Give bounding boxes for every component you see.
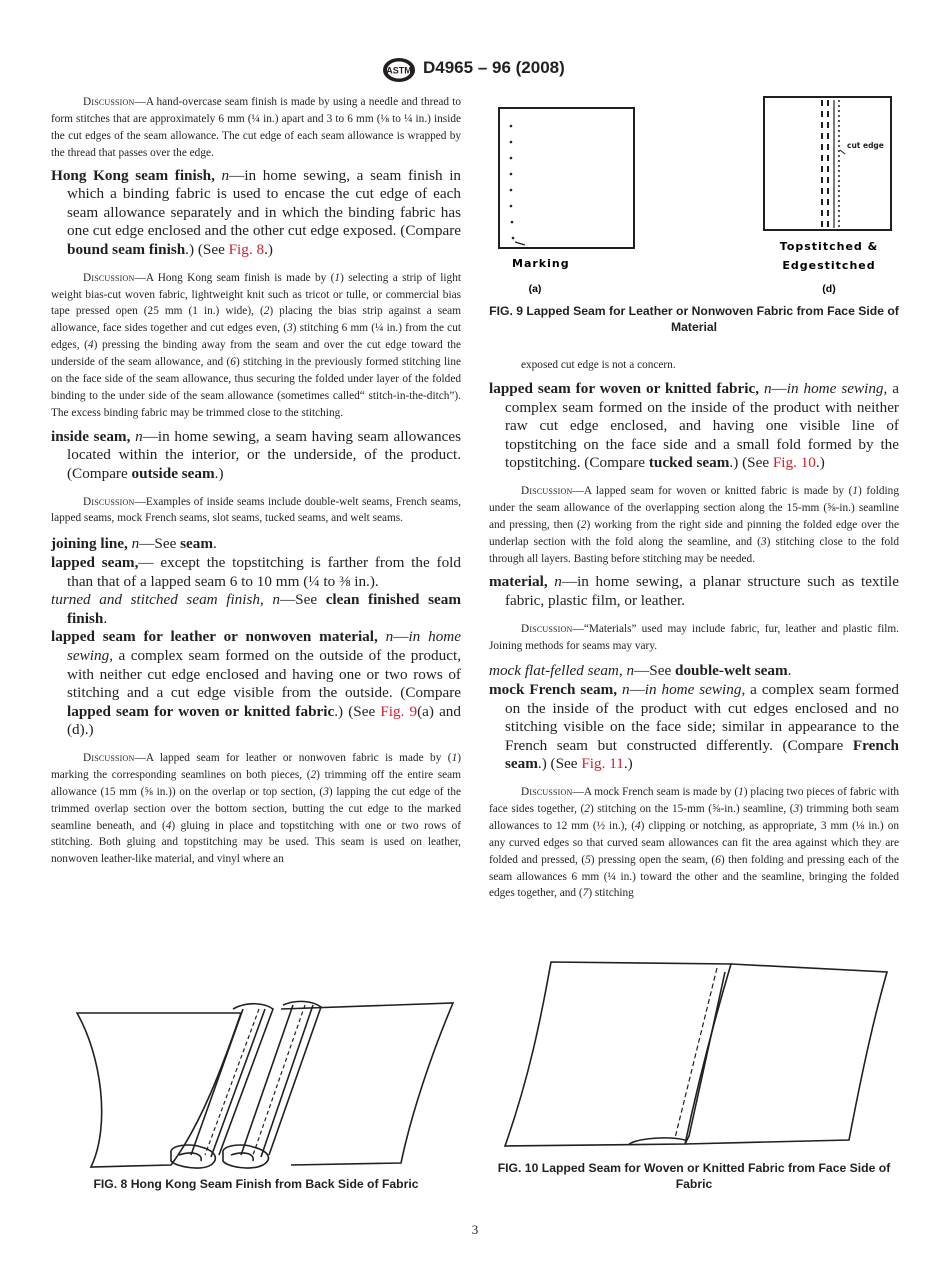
text-run: 2 xyxy=(263,305,270,318)
text-run: —A hand-overcase seam finish is made by using a needle and thread to form stitches that are approximately 6 mm (¼ in.) apart and 3 to 6 mm (⅛ to ¼ in.) inside the cut edges of the seam allowance. The cut edge of each seam allowance is wrapped by the thread that passes over the edge. xyxy=(51,96,461,159)
text-run: .) xyxy=(815,454,825,472)
text-run: .) xyxy=(264,241,273,258)
term-bold: material, xyxy=(489,573,548,591)
text-run: , a complex seam formed on the outside of the product, with neither cut edge enclosed and having one or two rows of stitching and a cut edge visible from the outside. (Compare xyxy=(67,646,461,702)
fig9-topstitched-label: Topstitched & xyxy=(779,240,879,253)
text-run: — xyxy=(393,628,409,646)
text-run: 1 xyxy=(738,785,744,798)
term-bold: tucked seam xyxy=(648,454,730,472)
text-run: n xyxy=(621,681,630,698)
figure-10 xyxy=(489,958,899,1198)
text-run: ) gluing in place and topstitching with one or two rows of stitching. Both gluing and topstitching may be used. This seam is used on leather, nonwoven leather-like material, and vinyl where an xyxy=(51,819,461,866)
text-run: —A lapped seam for woven or knitted fabric is made by ( xyxy=(572,484,853,497)
text-run: —A mock French seam is made by ( xyxy=(572,785,739,798)
text-run: 7 xyxy=(582,887,589,900)
document-id: D4965 – 96 (2008) xyxy=(423,58,565,77)
text-run: ) pressing open the seam, ( xyxy=(590,853,716,866)
figure-link[interactable]: Fig. 11 xyxy=(581,755,624,773)
term-mock-flat-felled xyxy=(489,662,899,681)
figure-link[interactable]: Fig. 9 xyxy=(380,702,418,720)
text-run: —See xyxy=(279,591,326,609)
text-run: , a complex seam formed on the inside of the product with neither raw cut edge enclosed, and having one visible line of topstitching on the face side and a small fold formed by the topstitching. (Compare xyxy=(505,379,900,472)
text-run: 6 xyxy=(715,853,721,866)
text-run: — except the topstitching is farther from the fold than that of a lapped seam 6 to 10 mm (¼ to ⅜ in.). xyxy=(67,553,461,590)
term-hong-kong-seam-finish xyxy=(51,167,461,260)
text-run: —See xyxy=(634,662,676,680)
term-lapped-seam-leather xyxy=(51,628,461,740)
text-run: —in home sewing, a seam having seam allowances located within the interior, or the underside, of the product. (Compare xyxy=(67,427,461,482)
fig9-edgestitched-label: Edgestitched xyxy=(782,259,876,272)
text-run: 4 xyxy=(635,819,641,832)
text-run: 1 xyxy=(852,484,859,497)
discussion-label: Discussion xyxy=(521,484,573,497)
figure-9 xyxy=(489,94,899,340)
text-run xyxy=(378,628,386,645)
logo-text: ASTM xyxy=(386,65,412,76)
astm-logo-icon xyxy=(381,56,417,84)
text-run: ) lapping the cut edge of the trimmed overlap section over the bottom section, butting the cut edge to the marked seamline beneath, and ( xyxy=(51,785,462,832)
text-run: — xyxy=(629,681,645,698)
discussion-label: Discussion xyxy=(521,785,573,798)
text-run: 4 xyxy=(87,339,94,352)
discussion-hand-overcase xyxy=(51,94,461,162)
term-bold: Hong Kong seam finish, xyxy=(51,166,215,184)
discussion-label: Discussion xyxy=(83,751,135,764)
fig9-label-a: (a) xyxy=(528,283,542,294)
fig9-caption: FIG. 9 Lapped Seam for Leather or Nonwoven Fabric from Face Side of Material xyxy=(489,304,899,334)
fig9-label-d: (d) xyxy=(822,283,836,294)
text-run: ) placing the bias strip against a seam allowance, face sides together and cut edges even, ( xyxy=(51,305,461,335)
text-run: mock flat-felled seam xyxy=(489,662,619,680)
term-turned-and-stitched xyxy=(51,591,461,628)
discussion-lapped-leather xyxy=(51,750,461,868)
text-run: n xyxy=(626,662,635,680)
term-lapped-seam xyxy=(51,554,461,591)
text-run: . xyxy=(103,609,108,627)
text-run: ) marking the corresponding seamlines on both pieces, ( xyxy=(51,751,461,781)
text-run: in home sewing xyxy=(644,681,742,698)
text-run: , xyxy=(618,662,627,680)
text-run: n xyxy=(131,535,140,553)
fig8-caption: FIG. 8 Hong Kong Seam Finish from Back Side of Fabric xyxy=(93,1177,419,1191)
text-run: —“Materials” used may include fabric, fur, leather and plastic film. Joining methods for seams may vary. xyxy=(489,622,899,652)
text-run: , xyxy=(260,591,273,609)
text-run: (a) and (d).) xyxy=(67,702,461,739)
term-bold: outside seam xyxy=(131,464,215,482)
discussion-lapped-woven xyxy=(489,483,899,568)
discussion-label: Discussion xyxy=(83,495,135,508)
text-run: ) trimming both seam allowances to 12 mm (½ in.), ( xyxy=(489,802,899,832)
term-bold: lapped seam for woven or knitted fabric xyxy=(67,702,335,720)
text-run: —in home sewing, a planar structure such as textile fabric, plastic film, or leather. xyxy=(505,573,899,609)
discussion-material xyxy=(489,621,899,655)
text-run: . xyxy=(787,662,792,680)
discussion-label: Discussion xyxy=(83,271,135,284)
text-run: .) (See xyxy=(185,241,229,258)
figure-8 xyxy=(51,995,461,1195)
text-run: 2 xyxy=(580,518,587,531)
term-bold: French seam xyxy=(505,736,899,773)
term-lapped-seam-woven xyxy=(489,380,899,473)
text-run: 5 xyxy=(585,853,591,866)
text-run: ) working from the right side and pinning the folded edge over the underlap section with the fold along the seamline, and ( xyxy=(489,518,899,548)
term-bold: mock French seam, xyxy=(489,681,618,698)
text-run: n xyxy=(763,379,772,397)
fig10-illustration xyxy=(489,958,899,1158)
fig8-illustration xyxy=(51,995,461,1175)
fig10-caption: FIG. 10 Lapped Seam for Woven or Knitted Fabric from Face Side of Fabric xyxy=(497,1161,891,1191)
discussion-mock-french xyxy=(489,784,899,902)
text-run: ) stitching 6 mm (¼ in.) from the cut edges, ( xyxy=(51,322,461,352)
term-bold: bound seam finish xyxy=(67,241,186,258)
text-run: exposed cut edge is not a concern. xyxy=(521,359,676,371)
text-run: ) placing two pieces of fabric with face sides together, ( xyxy=(489,785,899,815)
text-run: 3 xyxy=(287,322,293,335)
text-run: ) clipping or notching, as appropriate, 3 mm (⅛ in.) on any curved edges so that curved seam allowances can fit the area against which they are folded and pressed, ( xyxy=(489,819,899,866)
text-run: 6 xyxy=(230,356,236,369)
figure-link[interactable]: Fig. 8 xyxy=(228,241,265,258)
text-run: in home sewing xyxy=(67,628,461,664)
text-run xyxy=(215,167,222,184)
fig9-illustration xyxy=(489,94,899,294)
text-run: ) pressing the binding away from the seam and over the cut edge toward the underside of the seam allowance, and ( xyxy=(51,339,461,369)
text-run: 3 xyxy=(323,785,329,798)
text-run: 1 xyxy=(451,751,458,764)
text-run: n xyxy=(385,628,394,646)
figure-link[interactable]: Fig. 10 xyxy=(772,454,816,472)
text-run: 2 xyxy=(584,802,590,815)
term-bold: lapped seam, xyxy=(51,553,139,571)
term-bold: lapped seam for leather or nonwoven material, xyxy=(51,628,378,646)
text-run: , a complex seam formed on the inside of the product with cut edges enclosed and no stitching visible on the face side; similar in appearance to the French seam but constructed differently. (Compare xyxy=(505,681,899,754)
term-bold: lapped seam for woven or knitted fabric, xyxy=(489,379,759,397)
text-run: 3 xyxy=(793,802,800,815)
term-joining-line xyxy=(51,535,461,554)
fig9-cut-edge-label: cut edge xyxy=(847,141,884,150)
term-bold: double-welt seam xyxy=(675,662,788,680)
text-run: n xyxy=(135,427,143,445)
term-bold: inside seam, xyxy=(51,427,131,445)
text-run: ) stitching xyxy=(588,887,634,900)
text-run: —See xyxy=(139,535,181,553)
text-run: .) xyxy=(214,464,224,482)
text-run: n xyxy=(272,591,280,609)
discussion-label: Discussion xyxy=(83,96,135,108)
discussion-label: Discussion xyxy=(521,622,573,635)
term-bold: seam xyxy=(180,535,214,553)
fig9-marking-label: Marking xyxy=(512,257,570,270)
text-run: .) xyxy=(623,755,633,773)
text-run: 1 xyxy=(334,271,341,284)
text-run: ) trimming off the entire seam allowance (15 mm (⅝ in.)) on the overlap or top section, ( xyxy=(51,768,461,798)
text-run: ) selecting a strip of light weight bias-cut woven fabric, lightweight knit such as tricot or tulle, or commercial bias tape pressed open (25 mm (1 in.) wide), ( xyxy=(51,271,461,318)
text-run: ) stitching close to the fold through all layers. Basting before stitching may be needed. xyxy=(489,535,899,565)
discussion-inside-seam xyxy=(51,494,461,528)
page-number: 3 xyxy=(471,1222,479,1237)
term-bold: joining line, xyxy=(51,535,128,553)
text-run: ) folding under the seam allowance of the overlapping section along the 15-mm (⅝-in.) seamline and pressing, then ( xyxy=(489,484,899,531)
left-column xyxy=(51,94,461,868)
text-run: 2 xyxy=(310,768,317,781)
text-run: turned and stitched seam finish xyxy=(51,591,260,609)
term-material xyxy=(489,573,899,610)
text-run: in home sewing xyxy=(786,379,884,397)
discussion-continued xyxy=(489,357,899,374)
text-run: . xyxy=(213,535,217,553)
text-run: n xyxy=(221,166,230,184)
text-run: —A Hong Kong seam finish is made by ( xyxy=(134,271,335,284)
text-run: ) stitching in the previously formed stitching line on the face side of the seam allowance, thus securing the folded under layer of the folded binding to the under side of the seam allowance (sometimes called“ stitch-in-the-ditch”). The excess binding fabric may be trimmed close to the stitching. xyxy=(51,356,461,419)
text-run: 4 xyxy=(165,819,172,832)
term-inside-seam xyxy=(51,428,461,484)
page-header xyxy=(0,56,950,84)
text-run: —Examples of inside seams include double-welt seams, French seams, lapped seams, mock French seams, slot seams, tucked seams, and welt seams. xyxy=(51,495,461,525)
discussion-hong-kong xyxy=(51,270,461,422)
text-run: ) then folding and pressing each of the seam allowances 6 mm (¼ in.) toward the other and the seamline, bringing the folded edges together, and ( xyxy=(489,853,899,900)
term-bold: clean finished seam finish xyxy=(67,591,461,627)
text-run: .) (See xyxy=(334,702,381,720)
text-run: ) stitching on the 15-mm (⅝-in.) seamline, ( xyxy=(589,802,794,815)
text-run: —A lapped seam for leather or nonwoven fabric is made by ( xyxy=(134,751,452,764)
text-run: .) (See xyxy=(537,755,582,773)
text-run: 3 xyxy=(760,535,767,548)
text-run: — xyxy=(771,379,787,397)
text-run: —in home sewing, a seam finish in which a binding fabric is used to encase the cut edge of each seam allowance separately and in which the binding fabric has one cut edge enclosed and the other cut edge exposed. (Compare xyxy=(67,166,462,240)
text-run: .) (See xyxy=(729,454,773,472)
term-mock-french-seam xyxy=(489,681,899,774)
text-run: n xyxy=(554,573,562,591)
right-column xyxy=(489,357,899,902)
